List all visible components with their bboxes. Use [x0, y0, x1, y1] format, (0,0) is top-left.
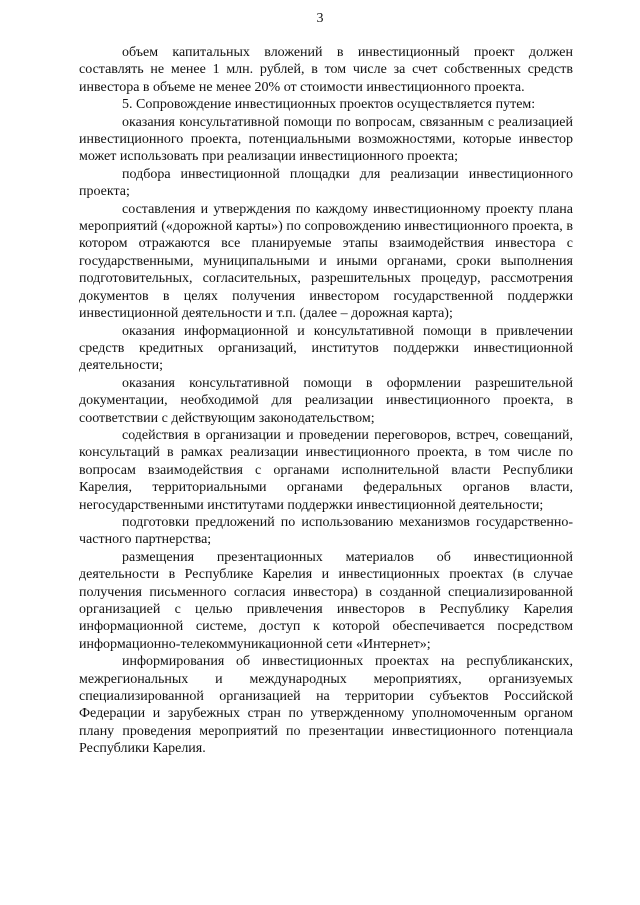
paragraph-presentation-materials: размещения презентационных материалов об инвестиционной деятельности в Республике Карелия и инвестиционных проектах (в случае получения письменного согласия инвестора) в созданной специализированной организацией с целью привлечения инвесторов в Республику Карелия информационной системе, доступ к которой обеспечивается посредством информационно-телекоммуникационной сети «Интернет»; [79, 549, 573, 652]
paragraph-informing-events: информирования об инвестиционных проектах на республиканских, межрегиональных и международных мероприятиях, организуемых специализированной организацией на территории субъектов Российской Федерации и зарубежных стран по утвержденному уполномоченным органом плану проведения мероприятий по презентации инвестиционного потенциала Республики Карелия. [79, 654, 573, 757]
paragraph-permits-assistance: оказания консультативной помощи в оформлении разрешительной документации, необходимой для реализации инвестиционного проекта, в соответствии с действующим законодательством; [79, 375, 573, 426]
paragraph-site-selection: подбора инвестиционной площадки для реализации инвестиционного проекта; [79, 166, 573, 200]
paragraph-support-intro: 5. Сопровождение инвестиционных проектов осуществляется путем: [122, 97, 536, 113]
paragraph-consulting-assistance: оказания консультативной помощи по вопросам, связанным с реализацией инвестиционного проекта, потенциальными возможностями, которые инвестор может использовать при реализации инвестиционного проекта; [79, 114, 573, 165]
page-number: 3 [316, 11, 324, 26]
document-body [79, 44, 573, 758]
paragraph-funding-assistance: оказания информационной и консультативной помощи в привлечении средств кредитных организаций, институтов поддержки инвестиционной деятельности; [79, 323, 573, 374]
paragraph-investment-volume: объем капитальных вложений в инвестиционный проект должен составлять не менее 1 млн. рублей, в том числе за счет собственных средств инвестора в объеме не менее 20% от стоимости инвестиционного проекта. [79, 45, 573, 95]
paragraph-ppp-proposals: подготовки предложений по использованию механизмов государственно-частного партнерства; [79, 514, 573, 548]
paragraph-roadmap: составления и утверждения по каждому инвестиционному проекту плана мероприятий («дорожной карты») по сопровождению инвестиционного проекта, в котором отражаются все планируемые этапы взаимодействия инвестора с государственными, муниципальными и иными органами, сроки выполнения подготовительных, согласительных, разрешительных процедур, рассмотрения документов в целях получения инвестором государственной поддержки инвестиционной деятельности и т.п. (далее – дорожная карта); [79, 201, 573, 322]
paragraph-negotiations: содействия в организации и проведении переговоров, встреч, совещаний, консультаций в рамках реализации инвестиционного проекта, в том числе по вопросам взаимодействия с органами исполнительной власти Республики Карелия, территориальными органами федеральных органов власти, негосударственными институтами поддержки инвестиционной деятельности; [79, 427, 573, 513]
